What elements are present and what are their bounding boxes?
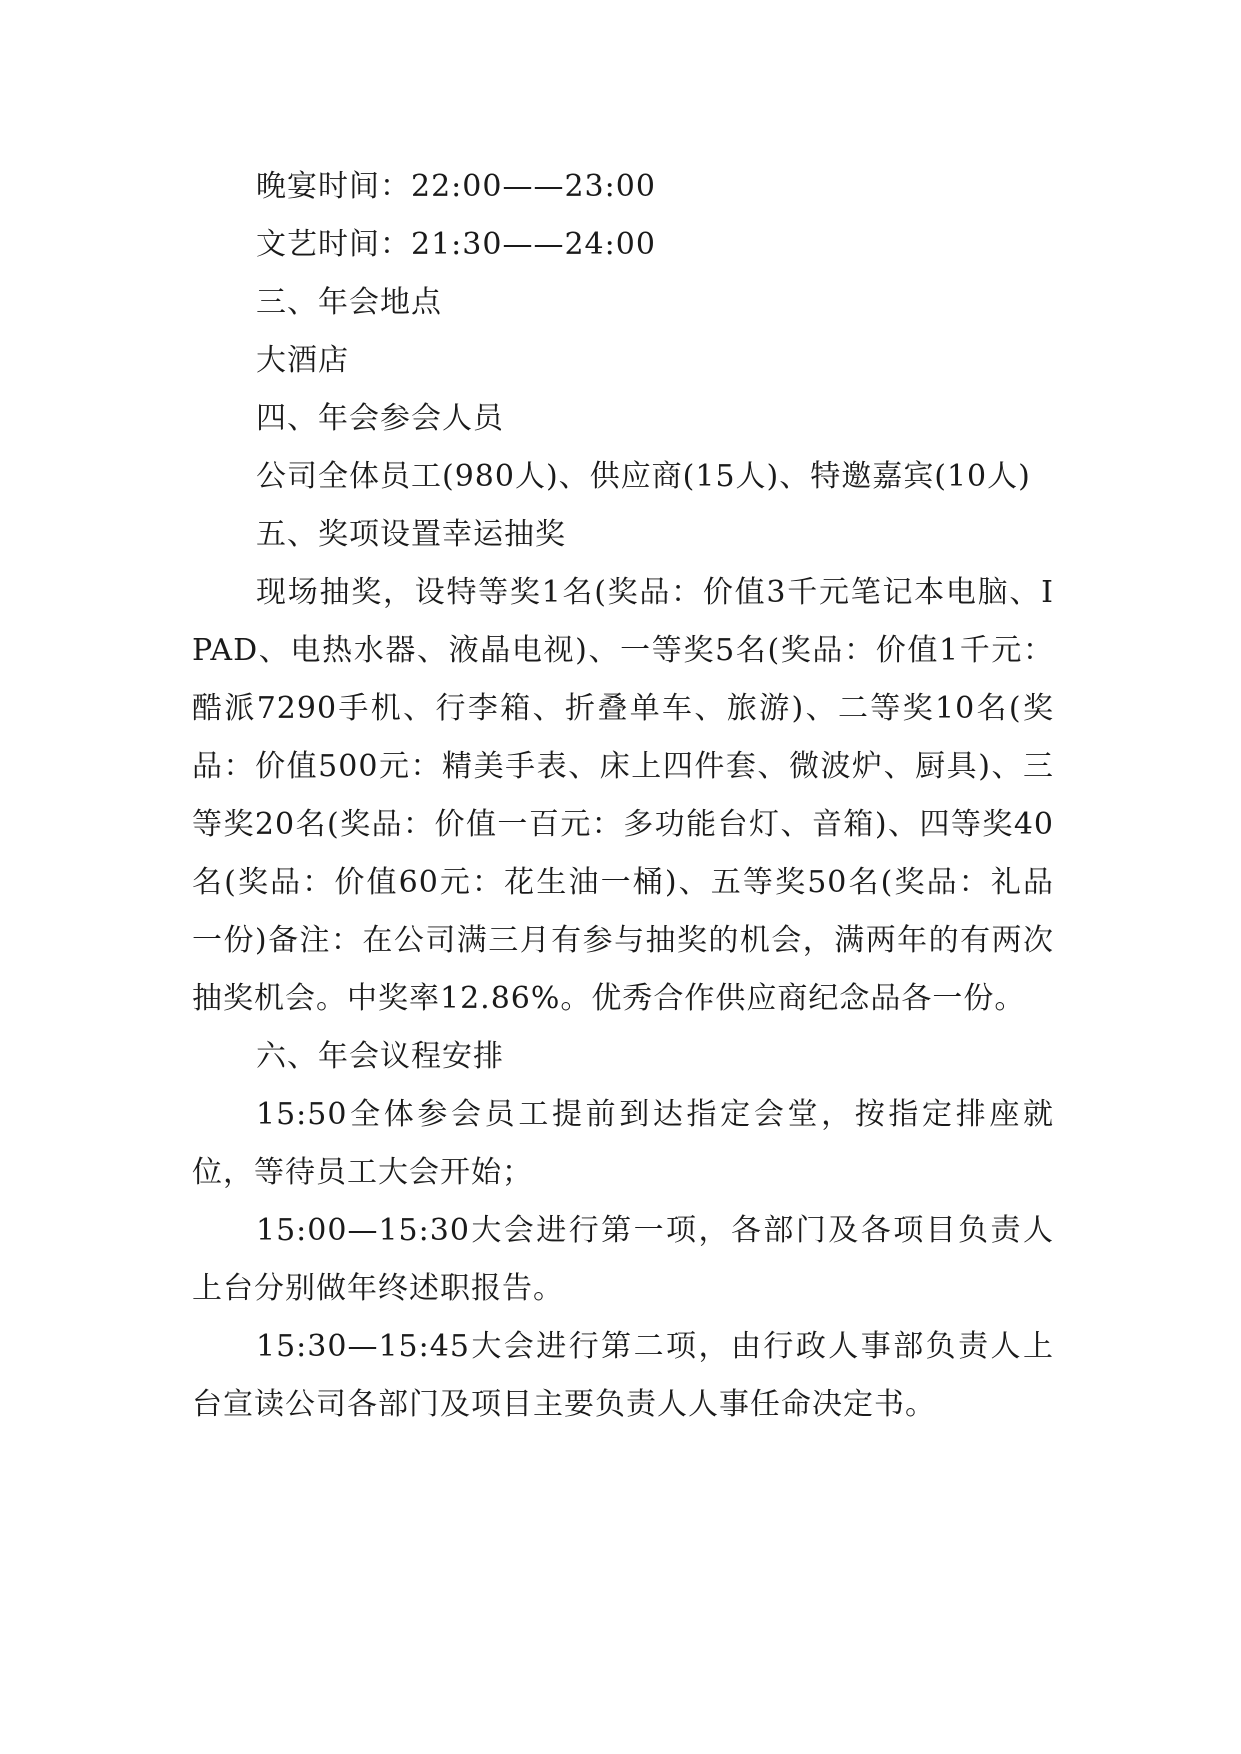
paragraph-venue: 大酒店 [256, 343, 349, 378]
section-heading-awards: 五、奖项设置幸运抽奖 [256, 517, 566, 552]
section-heading-agenda: 六、年会议程安排 [256, 1039, 504, 1074]
document-body [192, 158, 1054, 1434]
section-heading-venue: 三、年会地点 [256, 285, 442, 320]
paragraph-agenda-item-1: 15:00—15:30大会进行第一项，各部门及各项目负责人上台分别做年终述职报告。 [192, 1213, 1054, 1306]
paragraph-banquet-time: 晚宴时间：22:00——23:00 [256, 169, 656, 204]
paragraph-attendees: 公司全体员工(980人)、供应商(15人)、特邀嘉宾(10人) [256, 459, 1031, 494]
paragraph-agenda-arrival: 15:50全体参会员工提前到达指定会堂，按指定排座就位，等待员工大会开始； [192, 1097, 1054, 1190]
paragraph-awards: 现场抽奖，设特等奖1名(奖品：价值3千元笔记本电脑、IPAD、电热水器、液晶电视)、一等奖5名(奖品：价值1千元：酷派7290手机、行李箱、折叠单车、旅游)、二等奖10名(奖品：价值500元：精美手表、床上四件套、微波炉、厨具)、三等奖20名(奖品：价值一百元：多功能台灯、音箱)、四等奖40名(奖品：价值60元：花生油一桶)、五等奖50名(奖品：礼品一份)备注：在公司满三月有参与抽奖的机会，满两年的有两次抽奖机会。中奖率12.86%。优秀合作供应商纪念品各一份。 [192, 575, 1054, 1016]
section-heading-attendees: 四、年会参会人员 [256, 401, 504, 436]
paragraph-agenda-item-2: 15:30—15:45大会进行第二项，由行政人事部负责人上台宣读公司各部门及项目主要负责人人事任命决定书。 [192, 1329, 1054, 1422]
paragraph-performance-time: 文艺时间：21:30——24:00 [256, 227, 656, 262]
